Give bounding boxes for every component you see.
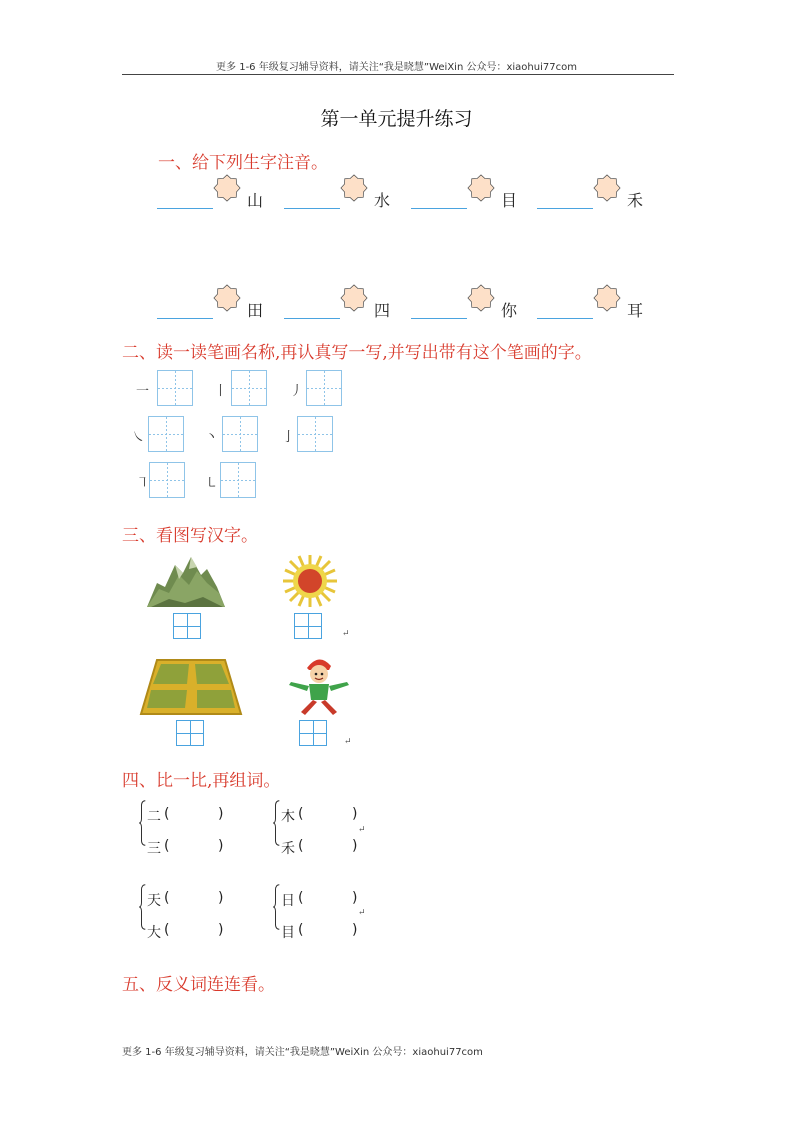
answer-paren-close: ) <box>352 922 358 938</box>
stroke-label: 亅 <box>282 430 296 445</box>
answer-paren-open: ( <box>164 890 170 906</box>
answer-paren-open: ( <box>298 806 304 822</box>
pinyin-blank[interactable] <box>411 318 467 319</box>
compare-char: 日 <box>281 893 295 909</box>
writing-grid[interactable] <box>149 462 185 498</box>
write-grid-person[interactable] <box>299 720 327 746</box>
answer-paren-close: ) <box>352 806 358 822</box>
answer-paren-open: ( <box>298 922 304 938</box>
compare-char: 二 <box>147 809 161 825</box>
answer-paren-close: ) <box>218 838 224 854</box>
stroke-label: ㇏ <box>132 430 146 445</box>
pinyin-blank[interactable] <box>284 318 340 319</box>
stroke-label: 丿 <box>290 384 304 399</box>
answer-paren-close: ) <box>218 922 224 938</box>
writing-grid[interactable] <box>148 416 184 452</box>
compare-char: 禾 <box>281 841 295 857</box>
compare-char: 目 <box>281 925 295 941</box>
page-footer: 更多 1-6 年级复习辅导资料，请关注“我是晓慧”WeiXin 公众号：xiaohui77com <box>122 1047 483 1058</box>
answer-paren-open: ( <box>164 806 170 822</box>
word-answer-field[interactable] <box>172 922 216 940</box>
word-answer-field[interactable] <box>172 890 216 908</box>
answer-paren-close: ) <box>352 838 358 854</box>
write-grid-field[interactable] <box>176 720 204 746</box>
pinyin-char: 耳 <box>627 301 644 320</box>
word-answer-field[interactable] <box>172 806 216 824</box>
star-frame-icon <box>213 284 241 312</box>
section3-heading: 三、看图写汉字。 <box>122 526 258 546</box>
pinyin-blank[interactable] <box>157 318 213 319</box>
return-mark: ↵ <box>358 825 366 835</box>
section2-heading: 二、读一读笔画名称,再认真写一写,并写出带有这个笔画的字。 <box>122 343 592 363</box>
answer-paren-close: ) <box>352 890 358 906</box>
write-grid-mountain[interactable] <box>173 613 201 639</box>
pinyin-char: 目 <box>501 191 518 210</box>
page-header: 更多 1-6 年级复习辅导资料，请关注“我是晓慧”WeiXin 公众号：xiaohui77com <box>216 62 577 73</box>
stroke-label: ㇕ <box>136 476 150 491</box>
section1-heading: 一、给下列生字注音。 <box>158 153 328 173</box>
compare-char: 木 <box>281 809 295 825</box>
pinyin-char: 山 <box>247 191 264 210</box>
stroke-label: 丶 <box>205 430 219 445</box>
writing-grid[interactable] <box>220 462 256 498</box>
pinyin-char: 田 <box>247 301 264 320</box>
return-mark: ↵ <box>342 629 350 639</box>
answer-paren-open: ( <box>298 890 304 906</box>
word-answer-field[interactable] <box>172 838 216 856</box>
compare-char: 三 <box>147 841 161 857</box>
star-frame-icon <box>340 174 368 202</box>
writing-grid[interactable] <box>157 370 193 406</box>
header-divider <box>122 74 674 75</box>
section5-heading: 五、反义词连连看。 <box>122 975 275 995</box>
field-picture <box>139 656 243 718</box>
word-answer-field[interactable] <box>306 838 350 856</box>
stroke-label: ㇄ <box>205 476 219 491</box>
page-title: 第一单元提升练习 <box>320 108 473 130</box>
answer-paren-open: ( <box>164 922 170 938</box>
word-answer-field[interactable] <box>306 806 350 824</box>
pinyin-blank[interactable] <box>411 208 467 209</box>
answer-paren-open: ( <box>298 838 304 854</box>
stroke-label: 一 <box>136 384 150 399</box>
pinyin-blank[interactable] <box>157 208 213 209</box>
section4-heading: 四、比一比,再组词。 <box>122 771 281 791</box>
answer-paren-close: ) <box>218 806 224 822</box>
star-frame-icon <box>467 174 495 202</box>
word-answer-field[interactable] <box>306 890 350 908</box>
pinyin-blank[interactable] <box>537 318 593 319</box>
writing-grid[interactable] <box>231 370 267 406</box>
answer-paren-close: ) <box>218 890 224 906</box>
star-frame-icon <box>593 174 621 202</box>
star-frame-icon <box>340 284 368 312</box>
mountain-picture <box>145 553 227 609</box>
pinyin-blank[interactable] <box>284 208 340 209</box>
compare-char: 大 <box>147 925 161 941</box>
pinyin-blank[interactable] <box>537 208 593 209</box>
star-frame-icon <box>467 284 495 312</box>
answer-paren-open: ( <box>164 838 170 854</box>
return-mark: ↵ <box>344 737 352 747</box>
star-frame-icon <box>593 284 621 312</box>
writing-grid[interactable] <box>297 416 333 452</box>
sun-picture <box>279 553 341 609</box>
writing-grid[interactable] <box>222 416 258 452</box>
pinyin-char: 四 <box>374 301 391 320</box>
star-frame-icon <box>213 174 241 202</box>
pinyin-char: 禾 <box>627 191 644 210</box>
compare-char: 天 <box>147 893 161 909</box>
return-mark: ↵ <box>358 908 366 918</box>
writing-grid[interactable] <box>306 370 342 406</box>
write-grid-sun[interactable] <box>294 613 322 639</box>
stroke-label: 丨 <box>214 384 228 399</box>
word-answer-field[interactable] <box>306 922 350 940</box>
pinyin-char: 水 <box>374 191 391 210</box>
pinyin-char: 你 <box>501 301 518 320</box>
person-picture <box>287 654 351 716</box>
